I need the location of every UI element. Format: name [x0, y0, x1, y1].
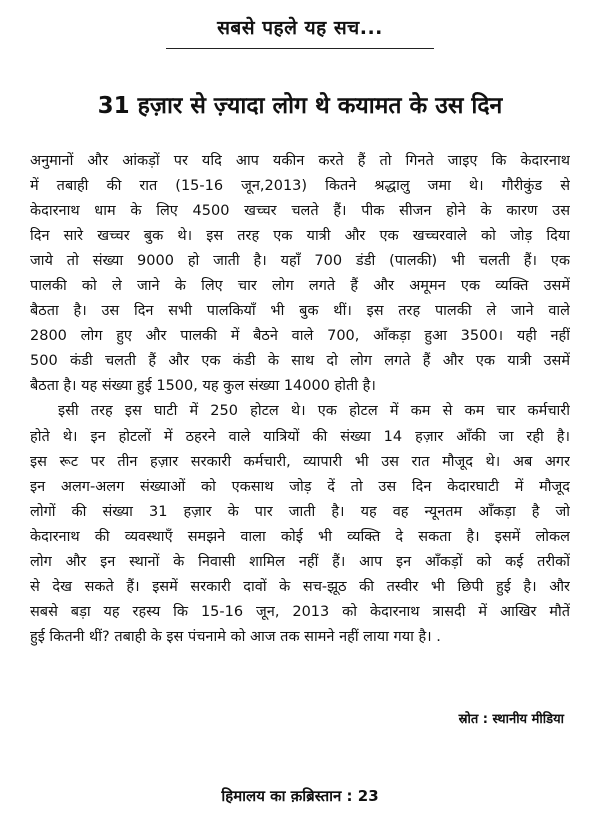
text-line: केदारनाथ की व्यवस्थाएँ समझने वाला कोई भी व्यक्ति दे सकता है। इसमें लोकल — [30, 528, 570, 545]
text-line: हुई कितनी थीं? तबाही के इस पंचनामे को आज तक सामने नहीं लाया गया है। . — [30, 628, 441, 645]
article-headline: 31 हज़ार से ज़्यादा लोग थे कयामत के उस दिन — [97, 93, 503, 119]
text-line: होते थे। इन होटलों में ठहरने वाले यात्रियों की संख्या 14 हज़ार आँकी जा रही है। — [30, 428, 570, 445]
text-line: बैठता है। उस दिन सभी पालकियाँ भी बुक थीं। इस तरह पालकी ले जाने वाले — [30, 303, 570, 320]
running-title: सबसे पहले यह सच... — [217, 17, 383, 39]
header-divider — [166, 48, 434, 49]
text-line: 2800 लोग हुए और पालकी में बैठने वाले 700, आँकड़ा हुआ 3500। यही नहीं — [30, 328, 570, 345]
text-line: सबसे बड़ा यह रहस्य कि 15-16 जून, 2013 को केदारनाथ त्रासदी में आखिर मौतें — [30, 603, 570, 620]
text-line: से देख सकते हैं। इसमें सरकारी दावों के सच-झूठ की तस्वीर भी छिपी हुई है। और — [30, 578, 570, 595]
page-footer: हिमालय का क़ब्रिस्तान : 23 — [221, 787, 379, 805]
source-credit: स्रोत : स्थानीय मीडिया — [458, 712, 564, 727]
text-line: बैठता है। यह संख्या हुई 1500, यह कुल संख्या 14000 होती है। — [30, 378, 376, 395]
text-line: लोग और इन स्थानों के निवासी शामिल नहीं हैं। आप इन आँकड़ों को कई तरीकों — [30, 553, 570, 570]
text-line: इस रूट पर तीन हज़ार सरकारी कर्मचारी, व्यापारी भी उस रात मौजूद थे। अब अगर — [30, 453, 570, 470]
text-line: लोगों की संख्या 31 हज़ार के पार जाती है। यह वह न्यूनतम आँकड़ा है जो — [30, 503, 570, 520]
text-line: इन अलग-अलग संख्याओं को एकसाथ जोड़ दें तो उस दिन केदारघाटी में मौजूद — [30, 478, 570, 495]
text-line: दिन सारे खच्चर बुक थे। इस तरह एक यात्री और एक खच्चरवाले को जोड़ दिया — [30, 228, 570, 245]
text-line: जाये तो संख्या 9000 हो जाती है। यहाँ 700 डंडी (पालकी) भी चलती हैं। एक — [30, 253, 570, 270]
text-line: 500 कंडी चलती हैं और एक कंडी के साथ दो लोग लगते हैं और एक यात्री उसमें — [30, 353, 570, 370]
text-line: में तबाही की रात (15-16 जून,2013) कितने श्रद्धालु जमा थे। गौरीकुंड से — [30, 178, 570, 195]
text-line: अनुमानों और आंकड़ों पर यदि आप यकीन करते हैं तो गिनते जाइए कि केदारनाथ — [30, 153, 570, 169]
text-line: पालकी को ले जाने के लिए चार लोग लगते हैं और अमूमन एक व्यक्ति उसमें — [30, 278, 570, 295]
article-body — [30, 149, 570, 650]
text-line: केदारनाथ धाम के लिए 4500 खच्चर चलते हैं। पीक सीजन होने के कारण उस — [30, 203, 570, 220]
text-line: इसी तरह इस घाटी में 250 होटल थे। एक होटल में कम से कम चार कर्मचारी — [58, 403, 570, 420]
